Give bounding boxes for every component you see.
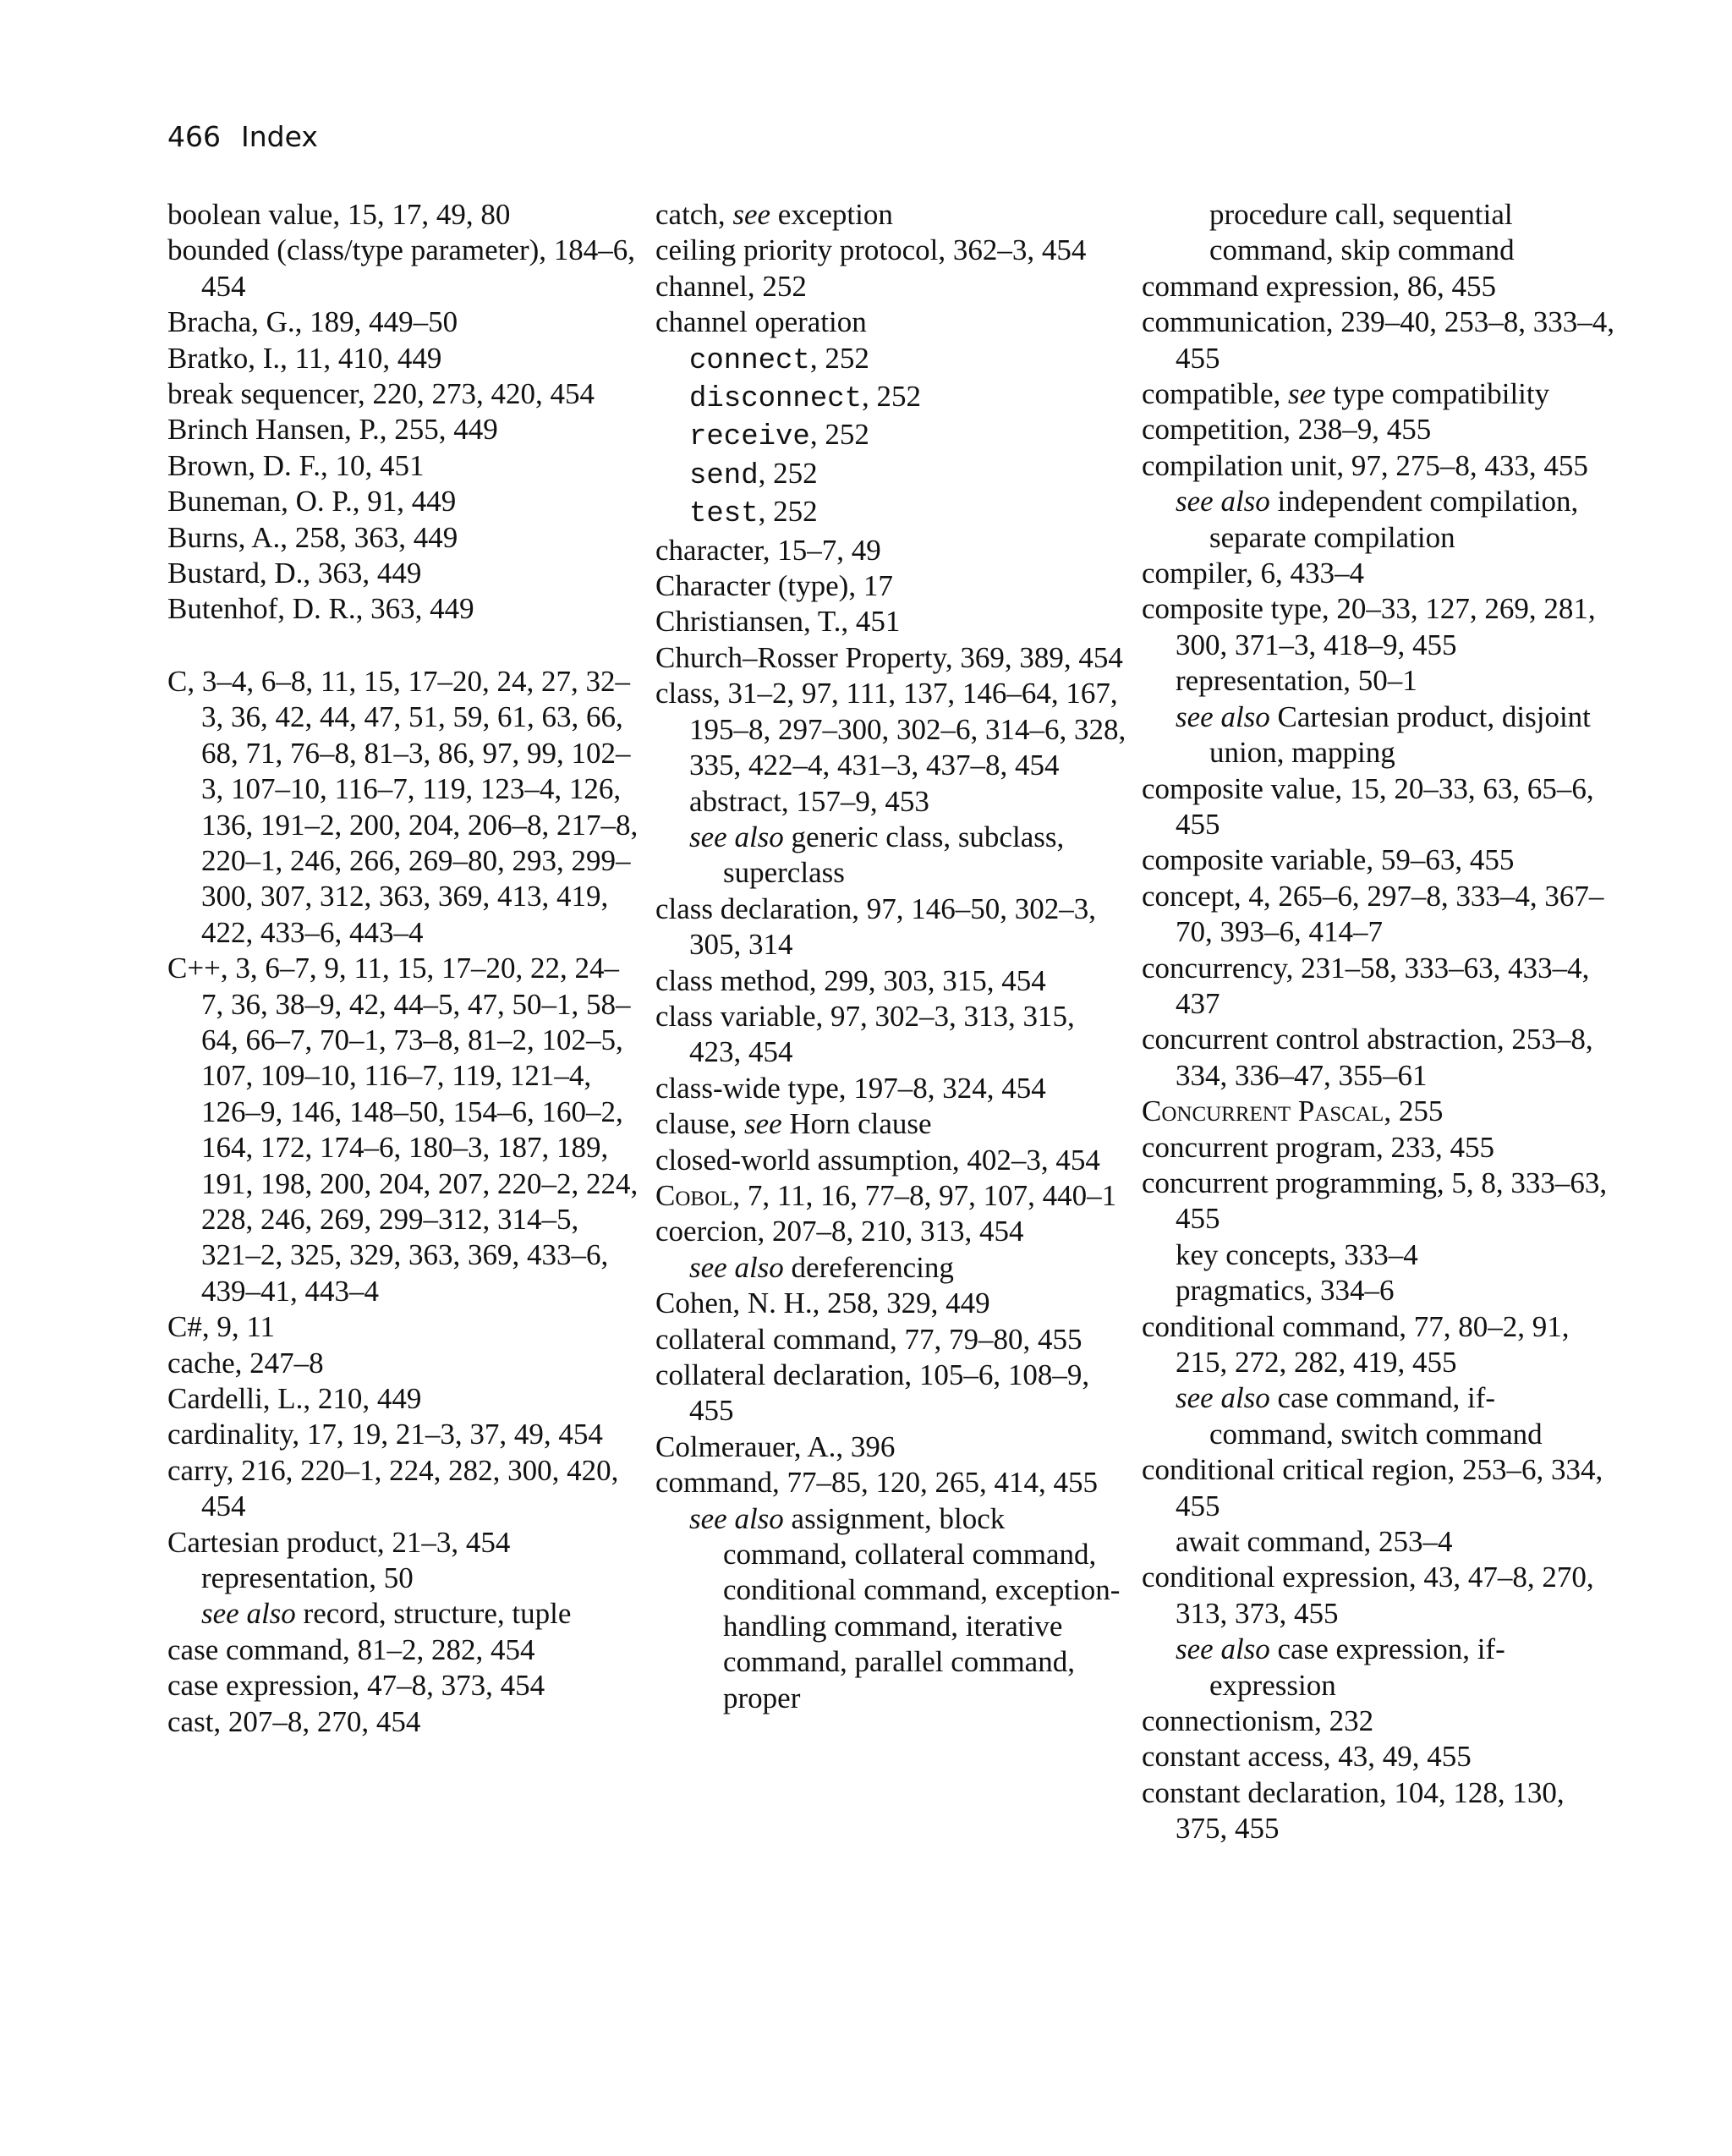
index-entry xyxy=(167,1346,641,1381)
index-entry xyxy=(1142,1166,1615,1237)
entry-text: Cartesian product, disjoint union, mapping xyxy=(1209,699,1591,770)
index-subentry xyxy=(655,456,1129,494)
see-reference: see xyxy=(1288,377,1326,411)
entry-text: Burns, A., 258, 363, 449 xyxy=(167,520,458,554)
index-entry xyxy=(655,1286,1129,1321)
index-entry xyxy=(1142,412,1615,447)
entry-text: , 7, 11, 16, 77–8, 97, 107, 440–1 xyxy=(732,1178,1117,1212)
entry-text: Cartesian product, 21–3, 454 xyxy=(167,1525,511,1559)
see-reference: see xyxy=(732,198,771,231)
entry-text: concurrent programming, 5, 8, 333–63, 455 xyxy=(1142,1166,1608,1236)
entry-text: Bracha, G., 189, 449–50 xyxy=(167,305,458,339)
entry-text: independent compilation, separate compilation xyxy=(1209,485,1579,554)
entry-text: concept, 4, 265–6, 297–8, 333–4, 367–70, 393–6, 414–7 xyxy=(1142,879,1604,949)
index-entry xyxy=(655,197,1129,233)
index-entry xyxy=(167,1704,641,1740)
entry-term: compatible, xyxy=(1142,377,1289,411)
entry-text: Horn clause xyxy=(781,1107,932,1141)
code-term: test xyxy=(689,498,759,531)
index-column-2 xyxy=(655,197,1129,1716)
index-subentry xyxy=(655,784,1129,820)
entry-text: class method, 299, 303, 315, 454 xyxy=(655,963,1046,997)
index-entry xyxy=(1142,1452,1615,1524)
see-reference: see also xyxy=(1176,1632,1270,1666)
entry-text: , 252 xyxy=(862,380,922,414)
index-entry xyxy=(1142,1130,1615,1166)
entry-text: conditional critical region, 253–6, 334, 455 xyxy=(1142,1453,1603,1522)
entry-text: competition, 238–9, 455 xyxy=(1142,413,1432,447)
entry-text: class variable, 97, 302–3, 313, 315, 423, 454 xyxy=(655,999,1075,1069)
entry-text: , 252 xyxy=(758,456,818,490)
entry-text: carry, 216, 220–1, 224, 282, 300, 420, 454 xyxy=(167,1453,619,1523)
entry-text: concurrency, 231–58, 333–63, 433–4, 437 xyxy=(1142,951,1590,1020)
index-entry xyxy=(167,197,641,233)
entry-text: cast, 207–8, 270, 454 xyxy=(167,1704,421,1738)
index-entry xyxy=(655,1322,1129,1358)
index-entry xyxy=(655,604,1129,639)
entry-text: C++, 3, 6–7, 9, 11, 15, 17–20, 22, 24–7, 36, 38–9, 42, 44–5, 47, 50–1, 58–64, 66–7, 70–1, 73–8, 81–2, 102–5, 107, 109–10, 116–7, 119, 121–4, 126–9, 146, 148–50, 154–6, 160–2, 164, 172, 174–6, 180–3, 187, 189, 191, 198, 200, 204, 207, 220–2, 224, 228, 246, 269, 299–312, 314–5, 321–2, 325, 329, 363, 369, 433–6, 439–41, 443–4 xyxy=(167,952,639,1308)
index-entry xyxy=(167,556,641,591)
index-entry xyxy=(167,233,641,304)
index-subentry xyxy=(1142,1380,1615,1452)
code-term: send xyxy=(689,459,759,492)
index-entry xyxy=(655,1143,1129,1178)
entry-text: cache, 247–8 xyxy=(167,1346,324,1380)
entry-text: case command, if-command, switch command xyxy=(1209,1381,1543,1451)
code-term: receive xyxy=(689,421,810,454)
entry-text: type compatibility xyxy=(1325,377,1550,411)
entry-text: exception xyxy=(770,198,893,231)
index-entry xyxy=(167,664,641,951)
entry-text: record, structure, tuple xyxy=(295,1597,572,1631)
entry-text: Character (type), 17 xyxy=(655,569,893,603)
index-subentry xyxy=(1142,663,1615,699)
index-entry xyxy=(655,640,1129,676)
index-entry xyxy=(167,341,641,376)
entry-text: command expression, 86, 455 xyxy=(1142,269,1496,303)
entry-text: boolean value, 15, 17, 49, 80 xyxy=(167,198,511,231)
index-column-3 xyxy=(1142,197,1615,1847)
entry-text: Cardelli, L., 210, 449 xyxy=(167,1382,422,1415)
page-header xyxy=(167,118,318,156)
entry-text: Brown, D. F., 10, 451 xyxy=(167,448,425,482)
entry-text: case expression, 47–8, 373, 454 xyxy=(167,1669,545,1703)
entry-text: case expression, if-expression xyxy=(1209,1632,1505,1702)
index-entry xyxy=(655,891,1129,963)
entry-text: await command, 253–4 xyxy=(1176,1525,1453,1559)
index-entry xyxy=(655,304,1129,340)
index-entry xyxy=(1142,1739,1615,1775)
index-entry xyxy=(655,269,1129,304)
entry-text: channel operation xyxy=(655,305,867,339)
index-entry xyxy=(1142,591,1615,663)
index-entry xyxy=(655,999,1129,1071)
index-column-1 xyxy=(167,197,641,1740)
page-title: Index xyxy=(241,120,318,153)
entry-text: conditional expression, 43, 47–8, 270, 313, 373, 455 xyxy=(1142,1561,1594,1630)
see-reference: see also xyxy=(689,820,784,853)
entry-text: conditional command, 77, 80–2, 91, 215, 272, 282, 419, 455 xyxy=(1142,1309,1570,1379)
index-entry xyxy=(1142,1703,1615,1739)
entry-text: , 252 xyxy=(809,418,869,452)
entry-text: , 252 xyxy=(809,341,869,375)
entry-text: C, 3–4, 6–8, 11, 15, 17–20, 24, 27, 32–3, 36, 42, 44, 47, 51, 59, 61, 63, 66, 68, 71, 76–8, 81–3, 86, 97, 99, 102–3, 107–10, 116–7, 119, 123–4, 126, 136, 191–2, 200, 204, 206–8, 217–8, 220–1, 246, 266, 269–80, 293, 299–300, 307, 312, 363, 369, 413, 419, 422, 433–6, 443–4 xyxy=(167,664,639,949)
entry-text: Colmerauer, A., 396 xyxy=(655,1429,896,1463)
entry-text: connectionism, 232 xyxy=(1142,1704,1374,1738)
index-subentry xyxy=(655,820,1129,891)
index-entry xyxy=(1142,269,1615,304)
index-subentry xyxy=(1142,1524,1615,1560)
entry-text: representation, 50–1 xyxy=(1176,664,1417,698)
index-entry xyxy=(1142,304,1615,376)
entry-text: composite variable, 59–63, 455 xyxy=(1142,843,1515,877)
index-subentry xyxy=(655,341,1129,379)
index-entry xyxy=(655,1429,1129,1465)
entry-text: channel, 252 xyxy=(655,269,807,303)
index-entry xyxy=(1142,376,1615,412)
entry-text: constant declaration, 104, 128, 130, 375, 455 xyxy=(1142,1775,1565,1846)
entry-text: class, 31–2, 97, 111, 137, 146–64, 167, 195–8, 297–300, 302–6, 314–6, 328, 335, 422–4, 431–3, 437–8, 454 xyxy=(655,677,1126,782)
index-entry xyxy=(167,304,641,340)
entry-text: abstract, 157–9, 453 xyxy=(689,784,929,818)
index-entry xyxy=(1142,1775,1615,1847)
index-entry xyxy=(655,233,1129,268)
entry-term: clause, xyxy=(655,1107,744,1141)
smallcaps-term: Concurrent Pascal xyxy=(1142,1094,1384,1128)
entry-text: compilation unit, 97, 275–8, 433, 455 xyxy=(1142,448,1588,482)
entry-text: procedure call, sequential command, skip command xyxy=(1209,198,1515,267)
entry-text: cardinality, 17, 19, 21–3, 37, 49, 454 xyxy=(167,1418,603,1451)
entry-text: concurrent control abstraction, 253–8, 334, 336–47, 355–61 xyxy=(1142,1023,1593,1092)
index-entry xyxy=(1142,1309,1615,1381)
entry-text: representation, 50 xyxy=(201,1561,414,1595)
entry-text: command, 77–85, 120, 265, 414, 455 xyxy=(655,1466,1099,1500)
see-reference: see xyxy=(743,1107,782,1141)
entry-text: key concepts, 333–4 xyxy=(1176,1237,1418,1271)
index-entry xyxy=(167,412,641,447)
see-reference: see also xyxy=(689,1501,784,1535)
entry-text: coercion, 207–8, 210, 313, 454 xyxy=(655,1215,1024,1248)
index-entry xyxy=(167,951,641,1309)
index-entry xyxy=(167,1309,641,1345)
index-subentry xyxy=(655,417,1129,455)
entry-text: Christiansen, T., 451 xyxy=(655,605,901,639)
index-subentry xyxy=(655,494,1129,532)
see-reference: see also xyxy=(1176,699,1270,733)
index-subentry xyxy=(655,1250,1129,1286)
entry-text: pragmatics, 334–6 xyxy=(1176,1274,1395,1308)
see-reference: see also xyxy=(201,1597,296,1631)
entry-text: class-wide type, 197–8, 324, 454 xyxy=(655,1071,1046,1105)
entry-text: compiler, 6, 433–4 xyxy=(1142,557,1364,590)
index-entry xyxy=(167,520,641,556)
index-entry xyxy=(655,1071,1129,1106)
entry-text: character, 15–7, 49 xyxy=(655,533,881,567)
see-reference: see also xyxy=(689,1250,784,1284)
code-term: disconnect xyxy=(689,383,863,416)
letter-group-gap xyxy=(167,628,641,664)
see-reference: see also xyxy=(1176,485,1270,518)
entry-text: composite value, 15, 20–33, 63, 65–6, 455 xyxy=(1142,771,1594,841)
index-subentry xyxy=(1142,484,1615,556)
entry-text: assignment, block command, collateral command, conditional command, exception-handling command, iterative command, parallel command, proper xyxy=(723,1501,1121,1714)
entry-text: , 252 xyxy=(758,495,818,529)
index-entry xyxy=(655,1106,1129,1142)
index-entry xyxy=(1142,448,1615,484)
index-entry xyxy=(167,484,641,519)
index-entry xyxy=(655,568,1129,604)
index-entry xyxy=(167,376,641,412)
index-entry xyxy=(167,1417,641,1452)
see-reference: see also xyxy=(1176,1381,1270,1415)
entry-text: communication, 239–40, 253–8, 333–4, 455 xyxy=(1142,305,1614,375)
index-entry xyxy=(655,963,1129,999)
index-subentry xyxy=(1142,699,1615,771)
index-entry xyxy=(655,1465,1129,1500)
index-subentry xyxy=(167,1561,641,1596)
index-entry xyxy=(655,1358,1129,1429)
entry-text: break sequencer, 220, 273, 420, 454 xyxy=(167,377,595,411)
index-entry xyxy=(1142,879,1615,951)
smallcaps-term: Cobol xyxy=(655,1178,733,1212)
entry-text: generic class, subclass, superclass xyxy=(723,820,1065,890)
index-subentry xyxy=(655,379,1129,417)
entry-text: Bratko, I., 11, 410, 449 xyxy=(167,341,442,375)
index-entry xyxy=(167,1525,641,1561)
index-entry xyxy=(655,1178,1129,1214)
index-entry xyxy=(1142,842,1615,878)
page-number: 466 xyxy=(167,120,221,153)
entry-text: collateral command, 77, 79–80, 455 xyxy=(655,1322,1082,1356)
index-entry xyxy=(1142,771,1615,843)
index-subentry xyxy=(1142,197,1615,269)
entry-text: ceiling priority protocol, 362–3, 454 xyxy=(655,233,1087,267)
index-entry xyxy=(1142,1560,1615,1632)
entry-text: closed-world assumption, 402–3, 454 xyxy=(655,1143,1100,1177)
index-entry xyxy=(167,1453,641,1525)
index-entry xyxy=(167,591,641,627)
index-entry xyxy=(167,448,641,484)
index-entry xyxy=(1142,556,1615,591)
index-entry xyxy=(655,533,1129,568)
entry-text: class declaration, 97, 146–50, 302–3, 305, 314 xyxy=(655,891,1097,962)
entry-text: composite type, 20–33, 127, 269, 281, 300, 371–3, 418–9, 455 xyxy=(1142,592,1596,661)
index-entry xyxy=(167,1632,641,1668)
index-subentry xyxy=(1142,1273,1615,1308)
code-term: connect xyxy=(689,344,810,377)
entry-text: Buneman, O. P., 91, 449 xyxy=(167,485,457,518)
entry-text: C#, 9, 11 xyxy=(167,1310,276,1344)
index-entry xyxy=(1142,1094,1615,1129)
index-entry xyxy=(167,1381,641,1417)
index-subentry xyxy=(167,1596,641,1632)
entry-term: catch, xyxy=(655,198,733,231)
index-entry xyxy=(1142,1022,1615,1094)
entry-text: case command, 81–2, 282, 454 xyxy=(167,1632,535,1666)
entry-text: bounded (class/type parameter), 184–6, 454 xyxy=(167,233,636,303)
entry-text: collateral declaration, 105–6, 108–9, 455 xyxy=(655,1358,1090,1428)
entry-text: Butenhof, D. R., 363, 449 xyxy=(167,592,474,626)
entry-text: concurrent program, 233, 455 xyxy=(1142,1130,1494,1164)
entry-text: Cohen, N. H., 258, 329, 449 xyxy=(655,1286,990,1320)
entry-text: , 255 xyxy=(1384,1094,1444,1128)
index-subentry xyxy=(1142,1237,1615,1273)
entry-text: dereferencing xyxy=(783,1250,954,1284)
index-entry xyxy=(167,1668,641,1703)
index-subentry xyxy=(1142,1632,1615,1703)
index-entry xyxy=(655,676,1129,783)
entry-text: constant access, 43, 49, 455 xyxy=(1142,1740,1472,1774)
index-entry xyxy=(655,1214,1129,1249)
entry-text: Bustard, D., 363, 449 xyxy=(167,557,422,590)
entry-text: Church–Rosser Property, 369, 389, 454 xyxy=(655,640,1123,674)
index-entry xyxy=(1142,951,1615,1023)
index-subentry xyxy=(655,1501,1129,1716)
entry-text: Brinch Hansen, P., 255, 449 xyxy=(167,413,498,447)
